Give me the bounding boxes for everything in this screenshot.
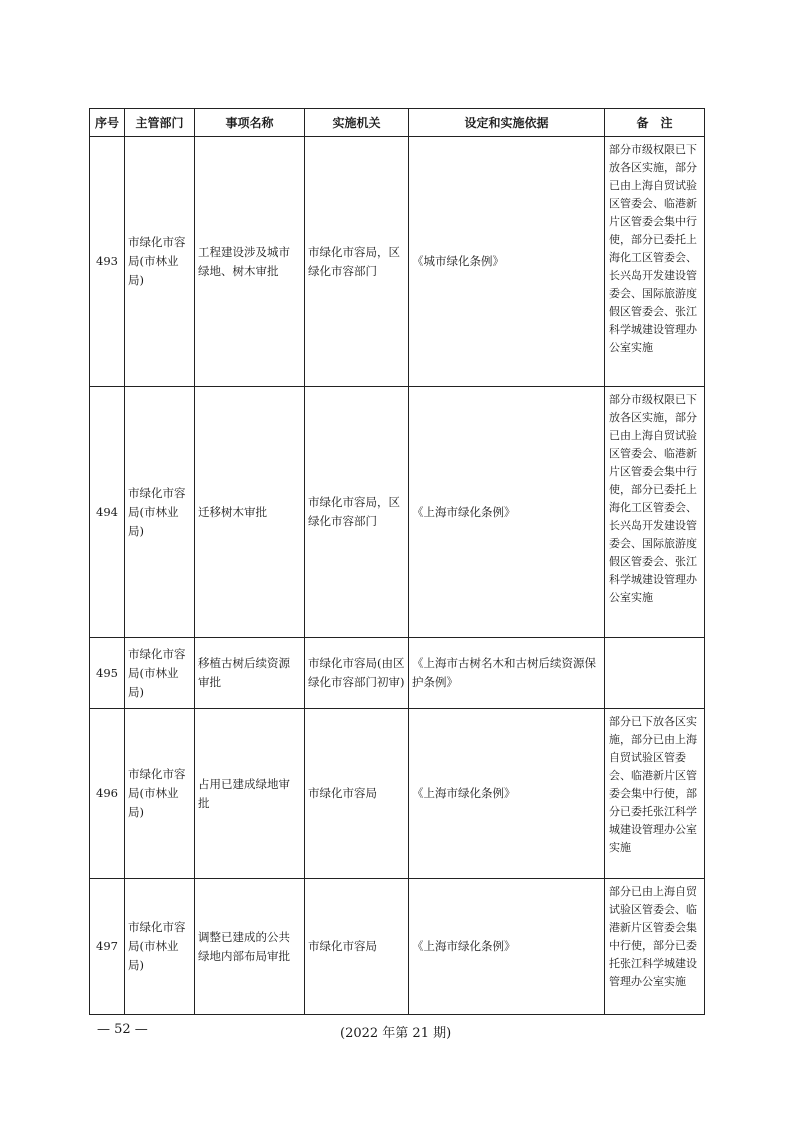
header-implementing-agency: 实施机关: [305, 109, 409, 137]
row-number: 495: [90, 638, 125, 709]
row-remarks: 部分市级权限已下放各区实施，部分已由上海自贸试验区管委会、临港新片区管委会集中行使，部分已委托上海化工区管委会、长兴岛开发建设管委会、国际旅游度假区管委会、张江科学城建设管理办公室实施: [605, 387, 705, 638]
row-basis: 《上海市绿化条例》: [409, 709, 605, 879]
row-number: 493: [90, 137, 125, 387]
table-row: [90, 387, 705, 638]
row-department: 市绿化市容局(市林业局): [125, 709, 195, 879]
row-basis: 《上海市古树名木和古树后续资源保护条例》: [409, 638, 605, 709]
row-agency: 市绿化市容局，区绿化市容部门: [305, 387, 409, 638]
table-row: [90, 709, 705, 879]
header-department: 主管部门: [125, 109, 195, 137]
row-item-name: 工程建设涉及城市绿地、树木审批: [195, 137, 305, 387]
row-department: 市绿化市容局(市林业局): [125, 387, 195, 638]
header-serial-number: 序号: [90, 109, 125, 137]
row-item-name: 调整已建成的公共绿地内部布局审批: [195, 879, 305, 1015]
issue-label: (2022 年第 21 期): [340, 1026, 452, 1041]
row-basis: 《上海市绿化条例》: [409, 879, 605, 1015]
header-legal-basis: 设定和实施依据: [409, 109, 605, 137]
row-number: 496: [90, 709, 125, 879]
row-number: 494: [90, 387, 125, 638]
row-number: 497: [90, 879, 125, 1015]
row-agency: 市绿化市容局，区绿化市容部门: [305, 137, 409, 387]
row-agency: 市绿化市容局: [305, 709, 409, 879]
row-basis: 《上海市绿化条例》: [409, 387, 605, 638]
approval-items-table: [89, 108, 705, 1015]
row-basis: 《城市绿化条例》: [409, 137, 605, 387]
table-header-row: [90, 109, 705, 137]
row-department: 市绿化市容局(市林业局): [125, 879, 195, 1015]
row-remarks: 部分已由上海自贸试验区管委会、临港新片区管委会集中行使，部分已委托张江科学城建设管理办公室实施: [605, 879, 705, 1015]
table-row: [90, 638, 705, 709]
row-item-name: 移植古树后续资源审批: [195, 638, 305, 709]
page-number: — 52 —: [97, 1022, 148, 1037]
row-agency: 市绿化市容局: [305, 879, 409, 1015]
row-remarks: 部分已下放各区实施，部分已由上海自贸试验区管委会、临港新片区管委会集中行使，部分已委托张江科学城建设管理办公室实施: [605, 709, 705, 879]
table-row: [90, 879, 705, 1015]
row-department: 市绿化市容局(市林业局): [125, 137, 195, 387]
row-remarks: 部分市级权限已下放各区实施，部分已由上海自贸试验区管委会、临港新片区管委会集中行使，部分已委托上海化工区管委会、长兴岛开发建设管委会、国际旅游度假区管委会、张江科学城建设管理办公室实施: [605, 137, 705, 387]
row-agency: 市绿化市容局(由区绿化市容部门初审): [305, 638, 409, 709]
table-row: [90, 137, 705, 387]
row-department: 市绿化市容局(市林业局): [125, 638, 195, 709]
header-item-name: 事项名称: [195, 109, 305, 137]
header-remarks: 备 注: [605, 109, 705, 137]
row-item-name: 占用已建成绿地审批: [195, 709, 305, 879]
row-remarks: [605, 638, 705, 709]
row-item-name: 迁移树木审批: [195, 387, 305, 638]
